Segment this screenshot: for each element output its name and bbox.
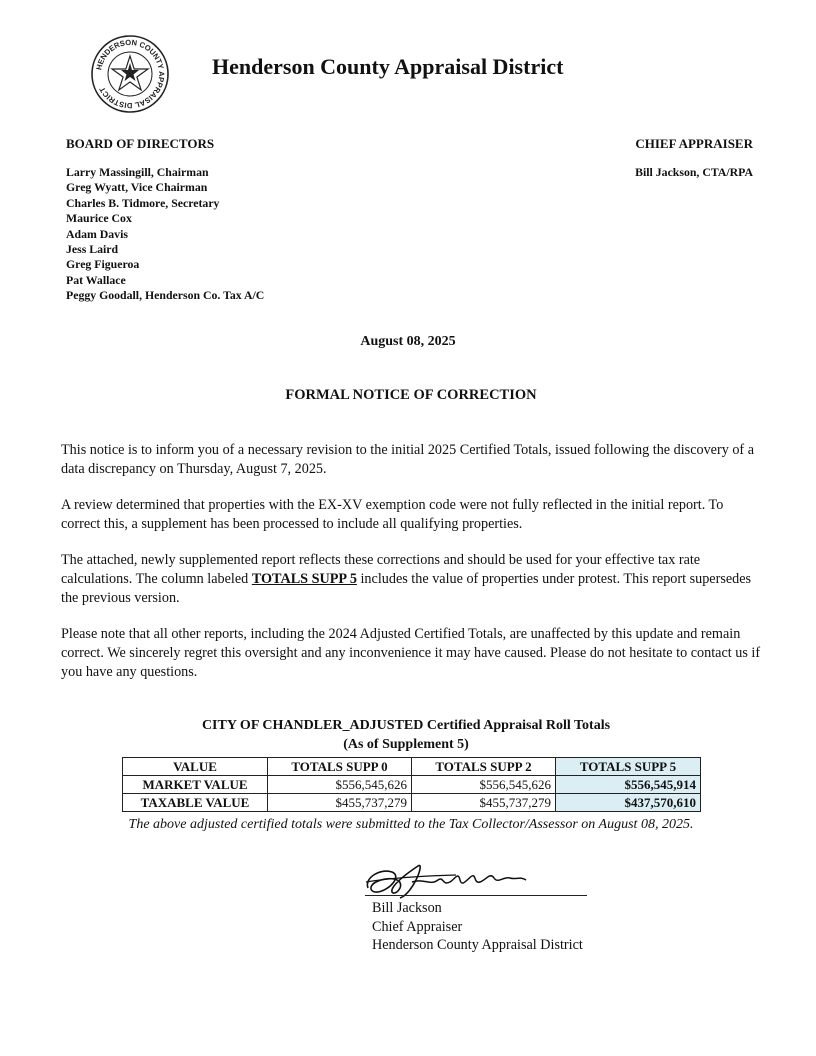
signer-title: Chief Appraiser bbox=[372, 918, 463, 935]
chief-appraiser-name: Bill Jackson, CTA/RPA bbox=[635, 165, 753, 179]
table-cell: $556,545,626 bbox=[412, 776, 556, 794]
table-title-block bbox=[0, 717, 812, 754]
totals-table bbox=[122, 757, 701, 812]
board-member: Jess Laird bbox=[66, 242, 119, 257]
column-header-value: VALUE bbox=[123, 758, 268, 776]
table-footnote: The above adjusted certified totals were submitted to the Tax Collector/Assessor on August 08, 2025. bbox=[128, 817, 694, 832]
board-member: Maurice Cox bbox=[66, 211, 132, 226]
table-cell: $455,737,279 bbox=[268, 794, 412, 812]
paragraph-3-text-b: includes the value of properties under protest. This report supersedes the previous version. bbox=[61, 570, 752, 606]
chief-appraiser-heading: CHIEF APPRAISER bbox=[635, 136, 753, 151]
page-title: Henderson County Appraisal District bbox=[212, 54, 564, 79]
paragraph-3-text-a: The attached, newly supplemented report reflects these corrections and should be used for your effective tax rate calculations. The column labeled bbox=[61, 552, 701, 587]
table-subtitle: (As of Supplement 5) bbox=[343, 736, 469, 752]
signer-name: Bill Jackson bbox=[372, 900, 442, 916]
paragraph-4: Please note that all other reports, including the 2024 Adjusted Certified Totals, are unaffected by this update and remain correct. We sincerely regret this oversight and any inconvenience it may have caused. Please do not hesitate to contact us if you have any questions. bbox=[61, 626, 761, 680]
paragraph-1: This notice is to inform you of a necessary revision to the initial 2025 Certified Totals, issued following the discovery of a data discrepancy on Thursday, August 7, 2025. bbox=[61, 442, 755, 477]
signature-line bbox=[365, 895, 587, 896]
board-member: Adam Davis bbox=[66, 226, 128, 241]
board-heading: BOARD OF DIRECTORS bbox=[66, 136, 215, 151]
paragraph-3 bbox=[61, 551, 761, 607]
board-member: Larry Massingill, Chairman bbox=[66, 165, 209, 179]
signer-org: Henderson County Appraisal District bbox=[372, 937, 583, 953]
row-label: MARKET VALUE bbox=[123, 776, 268, 794]
board-member: Pat Wallace bbox=[66, 272, 126, 287]
table-cell: $455,737,279 bbox=[412, 794, 556, 812]
table-cell-highlight: $437,570,610 bbox=[556, 794, 701, 812]
seal-ring-text: HENDERSON COUNTY APPRAISAL DISTRICT bbox=[94, 37, 167, 111]
table-row bbox=[123, 776, 701, 794]
table-cell: $556,545,626 bbox=[268, 776, 412, 794]
table-row bbox=[123, 794, 701, 812]
row-label: TAXABLE VALUE bbox=[123, 794, 268, 812]
board-member: Peggy Goodall, Henderson Co. Tax A/C bbox=[66, 288, 265, 303]
board-member: Greg Wyatt, Vice Chairman bbox=[66, 180, 208, 195]
board-member-list bbox=[66, 165, 264, 304]
paragraph-2: A review determined that properties with the EX-XV exemption code were not fully reflected in the initial report. To correct this, a supplement has been processed to include all qualifying properties. bbox=[61, 497, 724, 532]
signer-block bbox=[372, 899, 583, 955]
board-member: Charles B. Tidmore, Secretary bbox=[66, 195, 220, 210]
column-header-supp5: TOTALS SUPP 5 bbox=[556, 758, 701, 776]
board-member: Greg Figueroa bbox=[66, 257, 140, 272]
paragraph-3-emphasis: TOTALS SUPP 5 bbox=[251, 570, 357, 587]
column-header-supp2: TOTALS SUPP 2 bbox=[412, 758, 556, 776]
table-header-row bbox=[123, 758, 701, 776]
letter-date: August 08, 2025 bbox=[360, 334, 456, 349]
column-header-supp0: TOTALS SUPP 0 bbox=[268, 758, 412, 776]
table-cell-highlight: $556,545,914 bbox=[556, 776, 701, 794]
table-title: CITY OF CHANDLER_ADJUSTED Certified Appraisal Roll Totals bbox=[201, 718, 611, 733]
district-seal-logo bbox=[90, 34, 170, 114]
notice-title: FORMAL NOTICE OF CORRECTION bbox=[285, 387, 537, 403]
